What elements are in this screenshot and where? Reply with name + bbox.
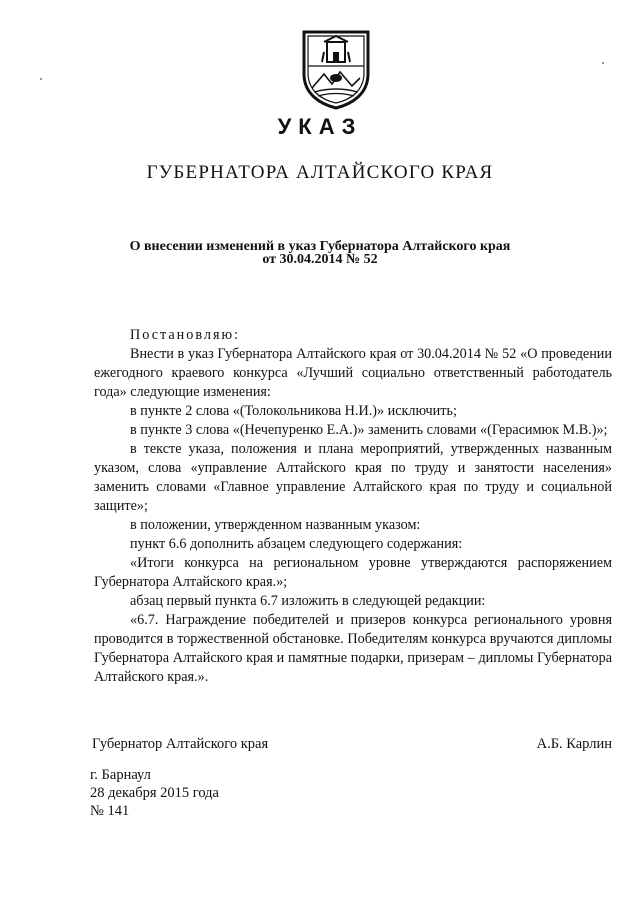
decree-body — [94, 326, 612, 687]
body-paragraph: в пункте 2 слова «(Толокольникова Н.И.)» исключить; — [130, 403, 457, 419]
preamble: Постановляю: — [130, 327, 241, 343]
signatory-role: Губернатор Алтайского края — [92, 736, 269, 752]
body-paragraph: в тексте указа, положения и плана мероприятий, утвержденных названным указом, слова «управление Алтайского края по труду и занятости населения» заменить словами «Главное управление Алтайского края по труду и социальной защите»; — [94, 441, 612, 514]
decree-title: УКАЗ — [277, 114, 363, 139]
altai-krai-coat-of-arms-icon — [300, 28, 372, 110]
body-paragraph: в пункте 3 слова «(Нечепуренко Е.А.)» заменить словами «(Герасимюк М.В.)»; — [130, 422, 608, 438]
issue-number: № 141 — [90, 803, 130, 819]
body-paragraph: «Итоги конкурса на региональном уровне утверждаются распоряжением Губернатора Алтайского края.»; — [94, 555, 612, 590]
scan-speck — [602, 62, 604, 64]
issue-details — [90, 766, 219, 820]
decree-subject — [0, 240, 640, 266]
issue-city: г. Барнаул — [90, 767, 151, 783]
scan-speck — [595, 438, 597, 440]
body-paragraph: Внести в указ Губернатора Алтайского края от 30.04.2014 № 52 «О проведении ежегодного краевого конкурса «Лучший социально ответственный работодатель года» следующие изменения: — [94, 346, 612, 400]
issuing-authority: ГУБЕРНАТОРА АЛТАЙСКОГО КРАЯ — [146, 162, 494, 183]
issue-date: 28 декабря 2015 года — [90, 785, 219, 801]
body-paragraph: пункт 6.6 дополнить абзацем следующего содержания: — [130, 536, 463, 552]
subject-line-1: О внесении изменений в указ Губернатора Алтайского края — [129, 239, 511, 254]
body-paragraph: в положении, утвержденном названным указом: — [130, 517, 421, 533]
body-paragraph: «6.7. Награждение победителей и призеров конкурса регионального уровня проводится в торжественной обстановке. Победителям конкурса вручаются дипломы Губернатора Алтайского края и памятные подарки, призерам – дипломы Губернатора Алтайского края.». — [94, 612, 612, 685]
body-paragraph: абзац первый пункта 6.7 изложить в следующей редакции: — [130, 593, 486, 609]
subject-line-2: от 30.04.2014 № 52 — [262, 252, 378, 267]
signatory-name: А.Б. Карлин — [536, 736, 612, 752]
scan-speck — [40, 78, 42, 80]
